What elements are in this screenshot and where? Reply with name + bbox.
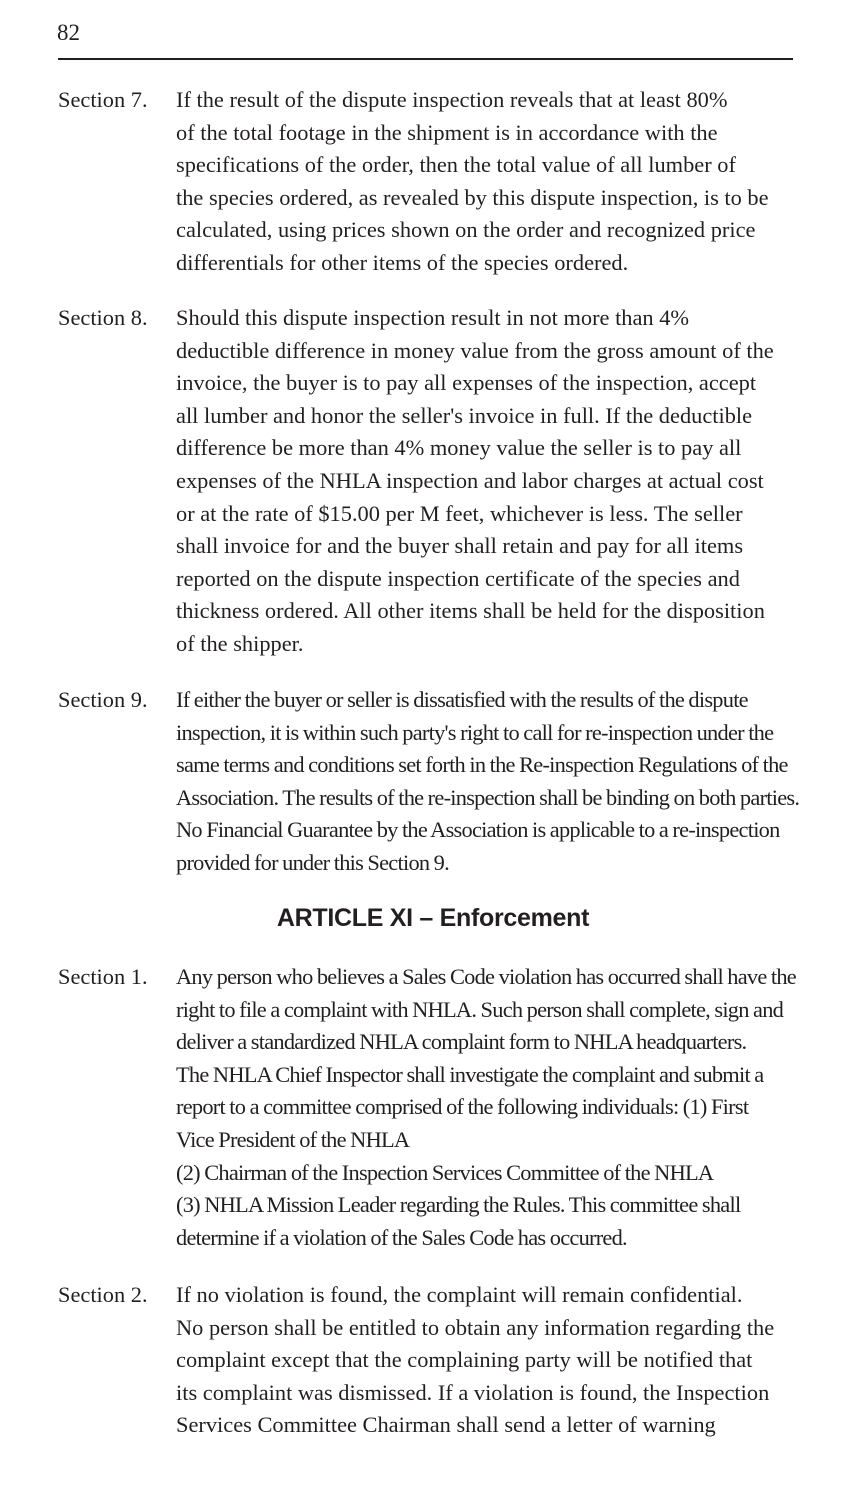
text-line: If the result of the dispute inspection reveals that at least 80% [176, 87, 728, 112]
text-line: The NHLA Chief Inspector shall investigate the complaint and submit a [176, 1061, 764, 1087]
section-label: Section 9. [58, 687, 148, 712]
section-label: Section 8. [58, 305, 148, 330]
section-text [176, 961, 796, 1254]
section-text [176, 84, 769, 280]
section-label: Section 1. [58, 964, 148, 989]
text-line: No person shall be entitled to obtain any information regarding the [176, 1314, 775, 1340]
text-line: If no violation is found, the complaint will remain confidential. [176, 1282, 743, 1307]
text-line: report to a committee comprised of the following individuals: (1) First [176, 1094, 749, 1120]
text-line: of the total footage in the shipment is in accordance with the [176, 119, 718, 145]
text-line: calculated, using prices shown on the order and recognized price [176, 217, 756, 243]
text-line: provided for under this Section 9. [176, 849, 449, 875]
text-line: complaint except that the complaining party will be notified that [176, 1347, 753, 1373]
text-line: If either the buyer or seller is dissatisfied with the results of the dispute [176, 687, 748, 712]
text-line: thickness ordered. All other items shall be held for the disposition [176, 598, 765, 624]
text-line: Association. The results of the re-inspection shall be binding on both parties. [176, 784, 800, 810]
section-text [176, 1279, 774, 1442]
text-line: its complaint was dismissed. If a violation is found, the Inspection [176, 1379, 770, 1405]
article-heading: ARTICLE XI – Enforcement [276, 904, 590, 932]
section-label: Section 2. [58, 1282, 148, 1307]
text-line: deliver a standardized NHLA complaint form to NHLA headquarters. [176, 1029, 747, 1055]
text-line: Any person who believes a Sales Code violation has occurred shall have the [176, 964, 796, 989]
text-line: (3) NHLA Mission Leader regarding the Rules. This committee shall [176, 1192, 741, 1218]
section-text [176, 684, 799, 880]
text-line: determine if a violation of the Sales Code has occurred. [176, 1224, 627, 1250]
text-line: same terms and conditions set forth in the Re-inspection Regulations of the [176, 752, 788, 778]
text-line: expenses of the NHLA inspection and labor charges at actual cost [176, 467, 764, 493]
text-line: deductible difference in money value from the gross amount of the [176, 337, 774, 363]
section-text [176, 302, 774, 661]
text-line: Vice President of the NHLA [176, 1126, 410, 1152]
text-line: invoice, the buyer is to pay all expenses of the inspection, accept [176, 370, 757, 396]
text-line: differentials for other items of the species ordered. [176, 249, 629, 275]
text-line: specifications of the order, then the total value of all lumber of [176, 152, 736, 178]
text-line: (2) Chairman of the Inspection Services Committee of the NHLA [176, 1159, 714, 1185]
header-rule [58, 58, 793, 60]
text-line: Services Committee Chairman shall send a letter of warning [176, 1412, 716, 1438]
text-line: No Financial Guarantee by the Association is applicable to a re-inspection [176, 817, 780, 843]
text-line: all lumber and honor the seller's invoice in full. If the deductible [176, 402, 753, 428]
text-line: or at the rate of $15.00 per M feet, whichever is less. The seller [176, 500, 743, 526]
text-line: inspection, it is within such party's right to call for re-inspection under the [176, 719, 774, 745]
text-line: reported on the dispute inspection certificate of the species and [176, 565, 740, 591]
text-line: right to file a complaint with NHLA. Such person shall complete, sign and [176, 996, 784, 1022]
section-label: Section 7. [58, 87, 148, 112]
page-number: 82 [57, 20, 80, 45]
text-line: the species ordered, as revealed by this dispute inspection, is to be [176, 184, 769, 210]
text-line: of the shipper. [176, 630, 304, 656]
text-line: Should this dispute inspection result in not more than 4% [176, 305, 690, 330]
text-line: shall invoice for and the buyer shall retain and pay for all items [176, 533, 744, 559]
text-line: difference be more than 4% money value the seller is to pay all [176, 435, 742, 461]
